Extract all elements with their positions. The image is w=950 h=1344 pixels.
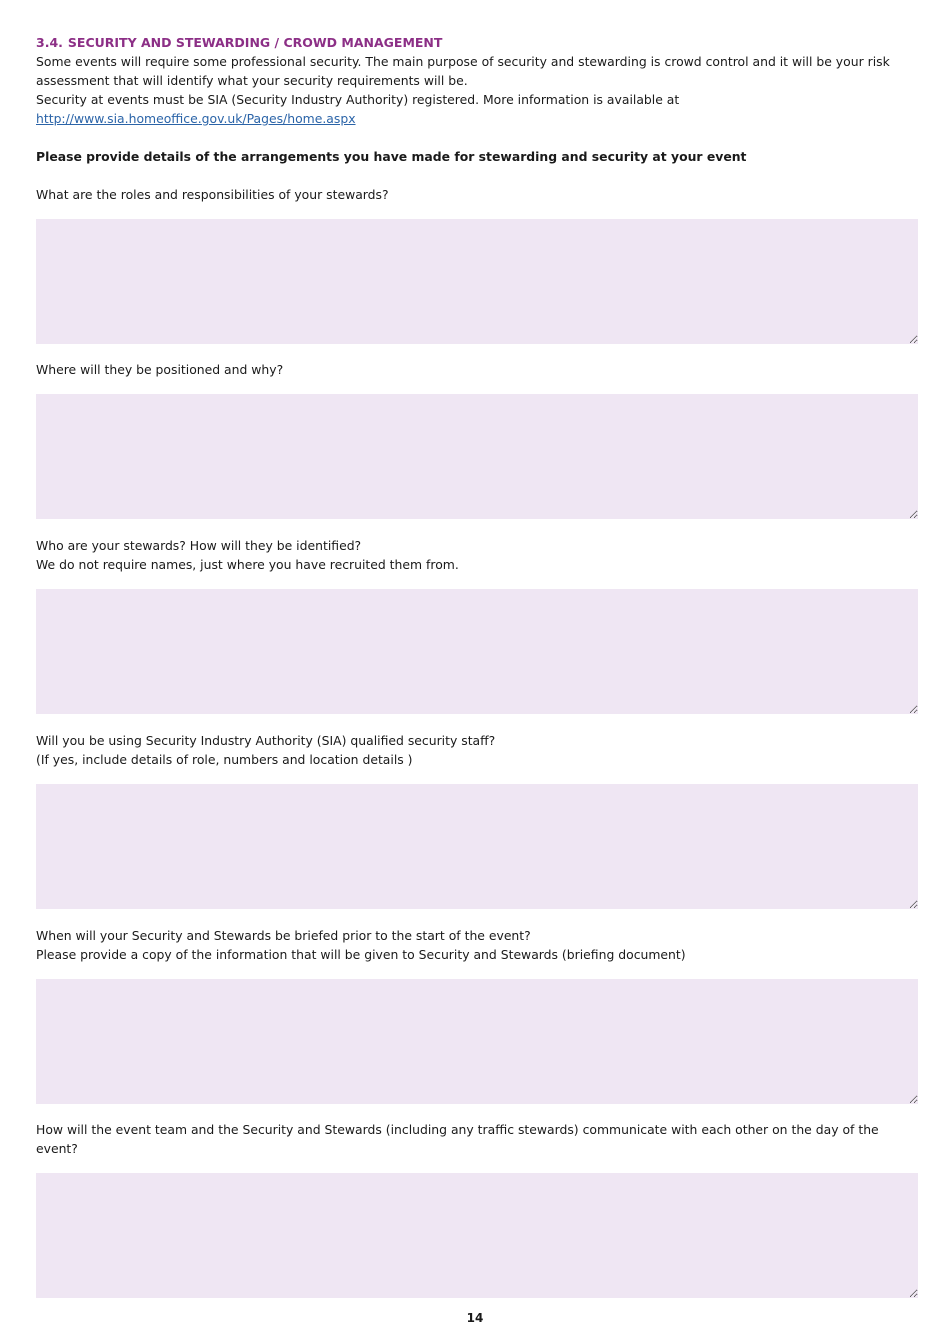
request-heading: Please provide details of the arrangements you have made for stewarding and security at your event [36, 149, 747, 164]
form-page [36, 33, 914, 1298]
intro-paragraph: Some events will require some professional security. The main purpose of security and stewarding is crowd control and it will be your risk assessment that will identify what your security requirements will be. [36, 54, 890, 88]
section-number: 3.4. [36, 35, 63, 50]
question-briefing: When will your Security and Stewards be briefed prior to the start of the event? [36, 928, 531, 943]
question-communication: How will the event team and the Security and Stewards (including any traffic stewards) communicate with each other on the day of the event? [36, 1122, 879, 1156]
question-roles: What are the roles and responsibilities of your stewards? [36, 187, 389, 202]
answer-sia-staff-field[interactable] [36, 784, 918, 909]
answer-communication-field[interactable] [36, 1173, 918, 1298]
question-briefing-note: Please provide a copy of the information that will be given to Security and Stewards (briefing document) [36, 947, 686, 962]
answer-roles-field[interactable] [36, 219, 918, 344]
question-sia-staff: Will you be using Security Industry Authority (SIA) qualified security staff? [36, 733, 496, 748]
question-stewards-identity: Who are your stewards? How will they be identified? [36, 538, 362, 553]
answer-stewards-identity-field[interactable] [36, 589, 918, 714]
page-number: 14 [466, 1311, 484, 1325]
answer-positions-field[interactable] [36, 394, 918, 519]
section-heading [36, 33, 914, 52]
sia-text: Security at events must be SIA (Security Industry Authority) registered. More information is available at [36, 92, 680, 107]
question-positions: Where will they be positioned and why? [36, 362, 284, 377]
section-title: SECURITY AND STEWARDING / CROWD MANAGEMENT [67, 35, 443, 50]
answer-briefing-field[interactable] [36, 979, 918, 1104]
question-sia-staff-note: (If yes, include details of role, numbers and location details ) [36, 752, 413, 767]
sia-link[interactable]: http://www.sia.homeoffice.gov.uk/Pages/home.aspx [36, 111, 356, 126]
question-stewards-identity-note: We do not require names, just where you have recruited them from. [36, 557, 459, 572]
sia-paragraph [36, 90, 914, 128]
